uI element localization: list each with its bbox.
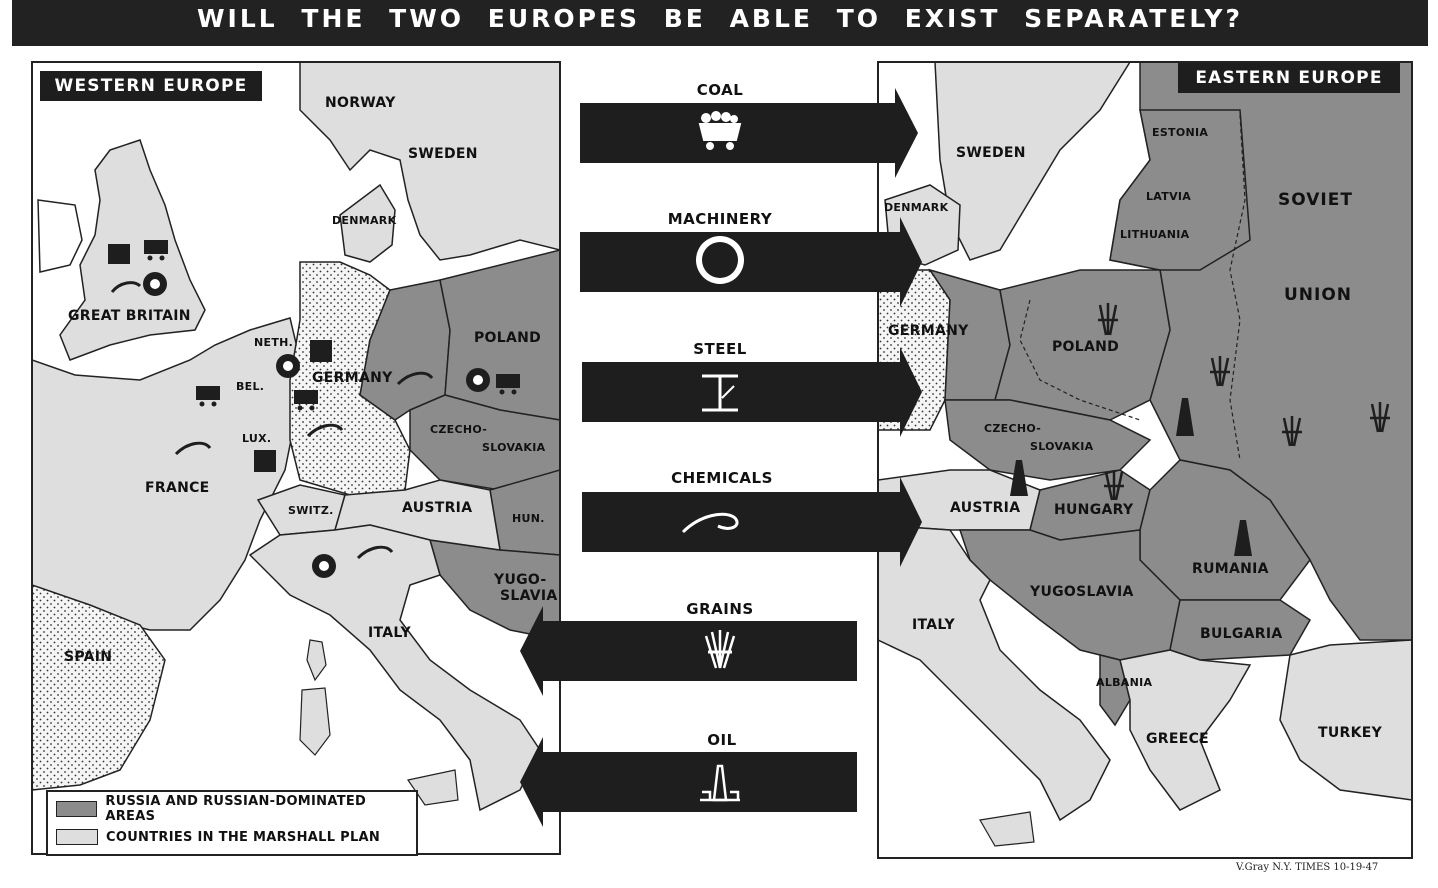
east-label-slovakia: SLOVAKIA: [1030, 440, 1094, 453]
east-label-germany: GERMANY: [888, 323, 969, 339]
east-label-greece: GREECE: [1146, 731, 1210, 747]
west-label-yugo: YUGO-: [494, 572, 547, 588]
chemicals-arrow: [582, 477, 922, 567]
east-label-lithuania: LITHUANIA: [1120, 228, 1190, 241]
legend-text-marshall: COUNTRIES IN THE MARSHALL PLAN: [106, 829, 381, 845]
west-steel-icon-gb: [108, 244, 130, 264]
legend-swatch-russian: [56, 801, 97, 817]
map-legend: [46, 790, 418, 856]
west-gear-icon-neth: [276, 354, 300, 378]
west-label-spain: SPAIN: [64, 649, 113, 665]
east-label-hungary: HUNGARY: [1054, 502, 1134, 518]
west-gear-icon-italy: [312, 554, 336, 578]
west-label-denmark: DENMARK: [332, 214, 397, 227]
page-title: WILL THE TWO EUROPES BE ABLE TO EXIST SEPARATELY?: [196, 4, 1244, 33]
west-steel-icon-germany: [310, 340, 332, 362]
west-label-sweden: SWEDEN: [408, 146, 478, 162]
flow-label-grains: GRAINS: [686, 600, 754, 618]
west-label-great-britain: GREAT BRITAIN: [68, 308, 191, 324]
west-label-poland: POLAND: [474, 330, 542, 346]
west-label-lux: LUX.: [242, 432, 272, 445]
west-label-hun: HUN.: [512, 512, 545, 525]
eastern-europe-label: EASTERN EUROPE: [1178, 63, 1400, 93]
west-gear-icon-silesia: [466, 368, 490, 392]
west-label-france: FRANCE: [145, 480, 210, 496]
western-europe-label: WESTERN EUROPE: [40, 71, 262, 101]
flow-label-chemicals: CHEMICALS: [671, 469, 773, 487]
east-label-austria: AUSTRIA: [950, 500, 1021, 516]
grains-arrow: [520, 606, 857, 696]
east-label-denmark: DENMARK: [884, 201, 949, 214]
east-label-rumania: RUMANIA: [1192, 561, 1269, 577]
flow-label-machinery: MACHINERY: [667, 210, 773, 228]
legend-item-russian: [56, 794, 416, 824]
west-label-slavia: SLAVIA: [500, 588, 558, 604]
legend-text-russian: RUSSIA AND RUSSIAN-DOMINATED AREAS: [105, 794, 367, 824]
west-label-bel: BEL.: [236, 380, 265, 393]
east-label-latvia: LATVIA: [1146, 190, 1192, 203]
coal-arrow: [580, 88, 918, 178]
west-gear-icon-gb: [143, 272, 167, 296]
legend-swatch-marshall: [56, 829, 98, 845]
east-label-yugoslavia: YUGOSLAVIA: [1030, 584, 1134, 600]
flow-label-coal: COAL: [696, 81, 744, 99]
west-label-austria: AUSTRIA: [402, 500, 473, 516]
west-label-neth: NETH.: [254, 336, 294, 349]
oil-arrow: [520, 737, 857, 827]
steel-arrow: [582, 347, 922, 437]
flow-label-oil: OIL: [707, 731, 737, 749]
western-map: [32, 62, 560, 854]
west-label-czecho: CZECHO-: [430, 423, 488, 436]
east-label-czecho: CZECHO-: [984, 422, 1042, 435]
west-label-norway: NORWAY: [325, 95, 396, 111]
west-steel-icon-lux: [254, 450, 276, 472]
east-label-estonia: ESTONIA: [1152, 126, 1209, 139]
east-label-union: UNION: [1284, 285, 1353, 305]
gear-icon: [696, 236, 744, 284]
flow-label-steel: STEEL: [693, 340, 747, 358]
credit-line: V.Gray N.Y. TIMES 10-19-47: [1236, 862, 1379, 873]
legend-item-marshall: [56, 827, 380, 847]
east-label-sweden: SWEDEN: [956, 145, 1026, 161]
east-label-poland: POLAND: [1052, 339, 1120, 355]
east-label-soviet: SOVIET: [1278, 190, 1353, 210]
east-label-italy: ITALY: [912, 617, 955, 633]
machinery-arrow: [580, 217, 922, 307]
east-label-bulgaria: BULGARIA: [1200, 626, 1283, 642]
east-label-albania: ALBANIA: [1096, 676, 1153, 689]
east-label-turkey: TURKEY: [1318, 725, 1383, 741]
west-label-switz: SWITZ.: [288, 504, 334, 517]
west-label-italy: ITALY: [368, 625, 411, 641]
west-label-slovakia: SLOVAKIA: [482, 441, 546, 454]
west-label-germany: GERMANY: [312, 370, 393, 386]
